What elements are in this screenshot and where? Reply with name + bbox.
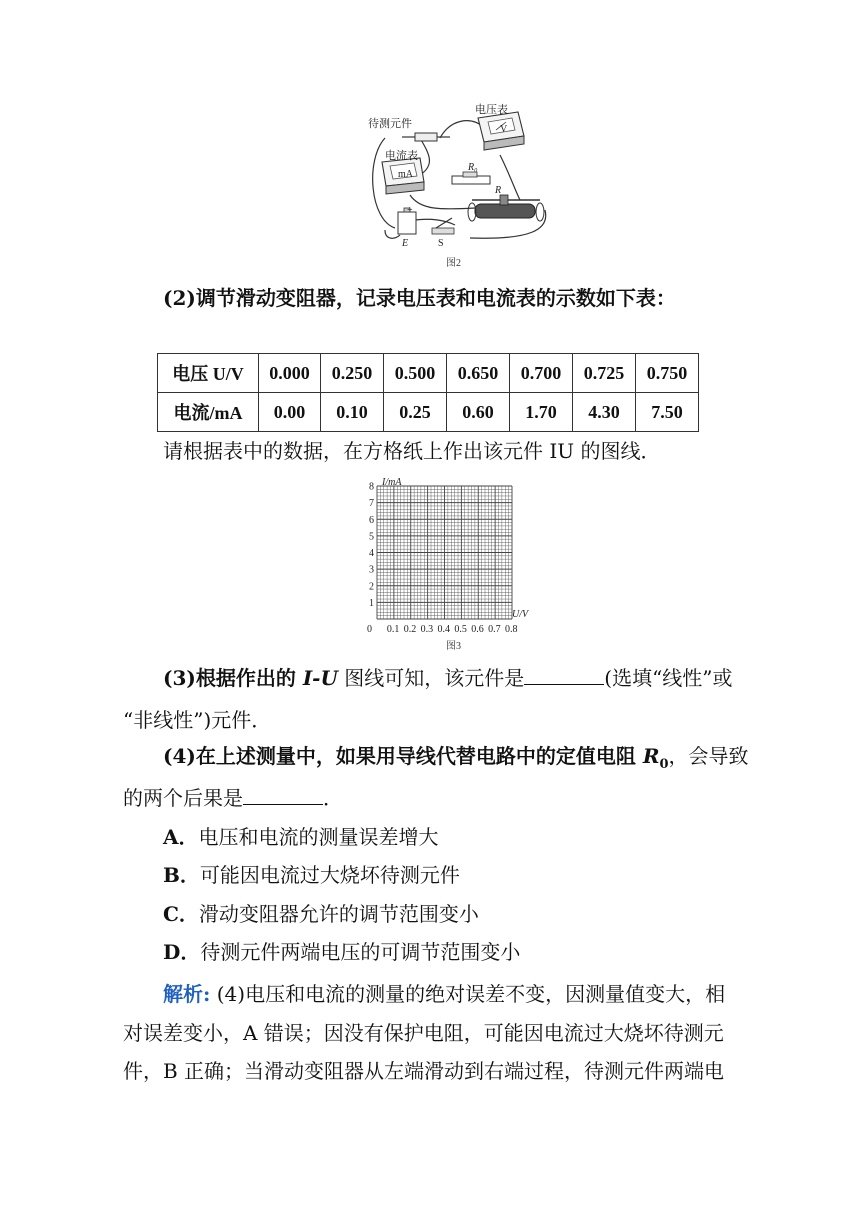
- option-letter: D．: [163, 940, 201, 964]
- q4-text: (4)在上述测量中，如果用导线代替电路中的定值电阻: [163, 744, 643, 768]
- q4-line1: [163, 742, 748, 779]
- table-row: [158, 354, 699, 393]
- label-plus: +: [407, 205, 413, 216]
- q4-blank[interactable]: [243, 784, 323, 805]
- y-tick-label: 6: [369, 514, 374, 526]
- table-cell: 0.500: [384, 354, 447, 393]
- q4-period: ．: [323, 786, 343, 810]
- q2-instruction: 请根据表中的数据，在方格纸上作出该元件 IU 的图线．: [163, 439, 661, 463]
- analysis-line2: 对误差变小，A 错误；因没有保护电阻，可能因电流过大烧坏待测元: [123, 1021, 724, 1045]
- table-cell: 7.50: [636, 393, 699, 432]
- analysis-line1: [163, 980, 725, 1008]
- circuit-figure: [360, 100, 550, 270]
- q3-lead: (3)根据作出的: [163, 666, 303, 690]
- option-text: 可能因电流过大烧坏待测元件: [199, 863, 460, 887]
- table-cell: 0.00: [259, 393, 321, 432]
- table-row: [158, 393, 699, 432]
- x-axis-label: U/V: [512, 609, 529, 620]
- y-tick-label: 4: [369, 548, 374, 559]
- q2-text: (2)调节滑动变阻器，记录电压表和电流表的示数如下表：: [163, 286, 676, 310]
- x-tick-label: 0.4: [437, 624, 450, 635]
- data-table: [157, 353, 699, 432]
- table-header-current: 电流/mA: [158, 393, 259, 432]
- table-cell: 0.250: [321, 354, 384, 393]
- x-tick-label: 0.2: [403, 624, 417, 635]
- header-voltage-text: 电压 U/V: [172, 364, 244, 384]
- x-tick-label: 0: [367, 624, 372, 635]
- table-cell: 0.650: [447, 354, 510, 393]
- grid-paper-chart: [360, 476, 540, 656]
- label-voltmeter: 电压表: [475, 103, 508, 116]
- analysis-line3: 件，B 正确；当滑动变阻器从左端滑动到右端过程，待测元件两端电: [123, 1059, 725, 1083]
- q4-text-tail: ，会导致: [668, 744, 749, 768]
- x-tick-label: 0.8: [505, 624, 518, 635]
- table-cell: 0.000: [259, 354, 321, 393]
- rheostat: [468, 195, 544, 221]
- q4-r0-sub: 0: [659, 757, 669, 772]
- table-cell: 0.25: [384, 393, 447, 432]
- x-tick-label: 0.1: [386, 624, 400, 635]
- y-tick-label: 2: [369, 581, 374, 593]
- x-tick-label: 0.6: [471, 624, 484, 635]
- q4-line2-text: 的两个后果是: [123, 786, 243, 810]
- x-tick-label: 0.5: [454, 624, 467, 635]
- y-tick-label: 1: [369, 597, 374, 609]
- y-tick-label: 8: [369, 481, 374, 493]
- q4-line2: [123, 784, 343, 812]
- table-cell: 0.10: [321, 393, 384, 432]
- q3-line1: [163, 664, 733, 692]
- x-tick-label: 0.3: [420, 624, 434, 635]
- y-tick-label: 7: [369, 498, 374, 510]
- label-ammeter: 电流表: [385, 149, 418, 162]
- q4-r0: R: [642, 744, 660, 768]
- label-switch: S: [438, 238, 444, 249]
- option-text: 电压和电流的测量误差增大: [198, 825, 439, 849]
- option-d: [163, 938, 520, 966]
- table-cell: 0.700: [510, 354, 573, 393]
- grid-lines: [377, 486, 512, 619]
- option-letter: A．: [163, 825, 199, 849]
- table-cell: 0.60: [447, 393, 510, 432]
- option-b: [163, 861, 460, 889]
- option-text: 待测元件两端电压的可调节范围变小: [200, 940, 521, 964]
- table-header-voltage: [158, 354, 259, 393]
- label-voltmeter-unit: V: [500, 124, 508, 135]
- q3-line2: “非线性”)元件．: [123, 708, 272, 732]
- q3-hint: (选填“线性”或: [604, 666, 733, 690]
- label-r: R: [495, 185, 502, 196]
- fig3-caption: 图3: [446, 641, 461, 652]
- label-ammeter-unit: mA: [398, 169, 413, 180]
- label-dut: 待测元件: [368, 117, 412, 130]
- option-letter: B．: [163, 863, 200, 887]
- label-r0: R₀: [468, 162, 478, 173]
- y-axis-label: I/mA: [382, 477, 402, 488]
- label-battery: E: [402, 238, 409, 249]
- table-cell: 0.750: [636, 354, 699, 393]
- option-text: 滑动变阻器允许的调节范围变小: [198, 902, 479, 926]
- q3-text: 图线可知，该元件是: [337, 666, 525, 690]
- option-letter: C．: [163, 902, 199, 926]
- y-tick-label: 3: [369, 564, 374, 576]
- q3-blank[interactable]: [524, 664, 604, 685]
- table-cell: 1.70: [510, 393, 573, 432]
- analysis-label: 解析:: [163, 982, 211, 1006]
- analysis-text: (4)电压和电流的测量的绝对误差不变，因测量值变大，相: [210, 982, 726, 1006]
- x-tick-label: 0.7: [488, 624, 501, 635]
- fig2-caption: 图2: [446, 258, 461, 269]
- r0-resistor: [452, 172, 490, 184]
- q3-iu: I-U: [302, 666, 338, 690]
- option-a: [163, 823, 439, 851]
- table-cell: 4.30: [573, 393, 636, 432]
- option-c: [163, 900, 479, 928]
- y-tick-label: 5: [369, 531, 374, 543]
- table-cell: 0.725: [573, 354, 636, 393]
